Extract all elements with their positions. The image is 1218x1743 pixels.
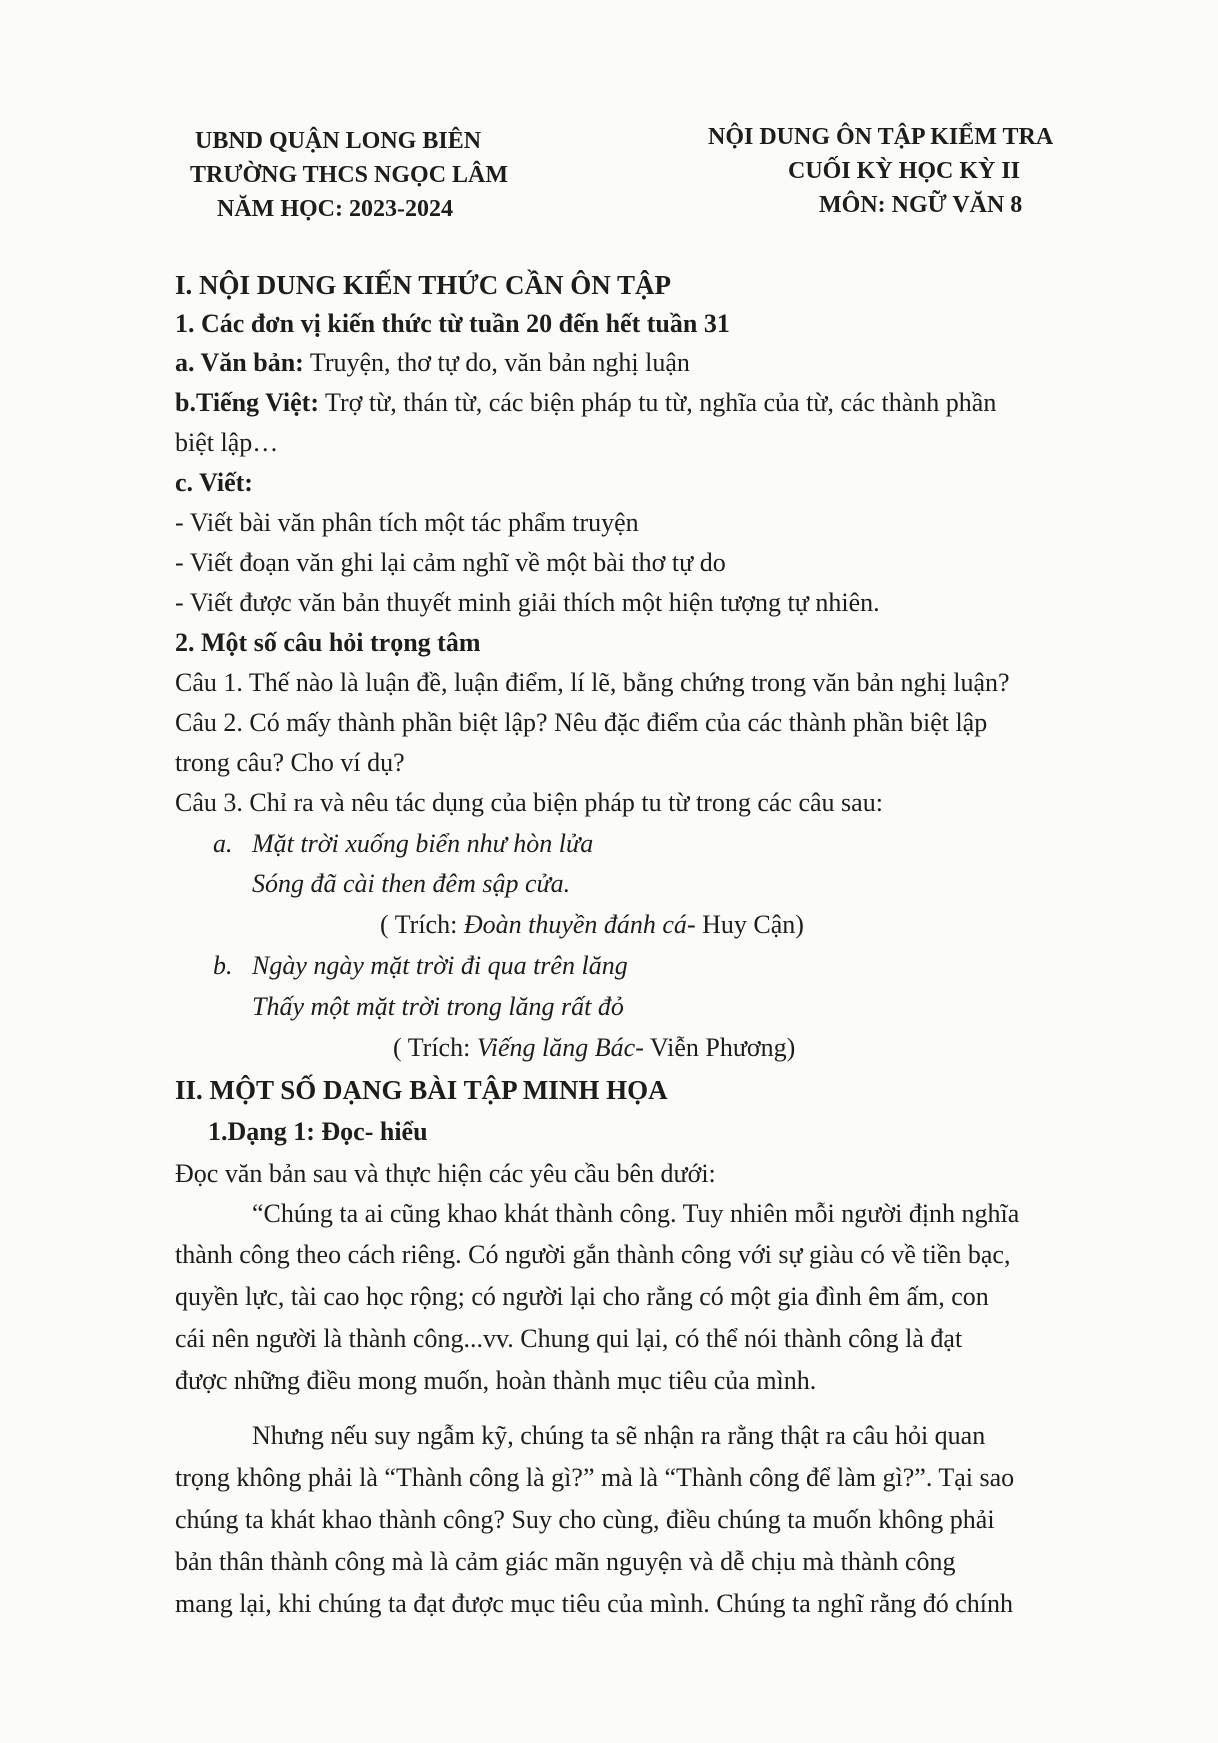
header-left xyxy=(190,124,508,226)
section1-subtitle-1: 1. Các đơn vị kiến thức từ tuần 20 đến hết tuần 31 xyxy=(175,309,730,338)
passage-p2-line-5: mang lại, khi chúng ta đạt được mục tiêu của mình. Chúng ta nghĩ rằng đó chính xyxy=(175,1589,1013,1618)
poem-a-source xyxy=(380,908,804,942)
poem-b-src-title: Viếng lăng Bác xyxy=(476,1033,636,1062)
poem-b-line-2: Thấy một mặt trời trong lăng rất đỏ xyxy=(252,992,624,1021)
item-b-label: b.Tiếng Việt: xyxy=(175,388,319,417)
item-b xyxy=(175,386,996,420)
poem-b-source xyxy=(393,1031,795,1065)
doc-subject: MÔN: NGỮ VĂN 8 xyxy=(819,192,1023,218)
question-3: Câu 3. Chỉ ra và nêu tác dụng của biện pháp tu từ trong các câu sau: xyxy=(175,788,883,817)
school-name: TRƯỜNG THCS NGỌC LÂM xyxy=(190,162,509,188)
writing-item-3: - Viết được văn bản thuyết minh giải thích một hiện tượng tự nhiên. xyxy=(175,588,880,617)
passage-p1-line-4: cái nên người là thành công...vv. Chung qui lại, có thể nói thành công là đạt xyxy=(175,1324,963,1353)
reading-intro: Đọc văn bản sau và thực hiện các yêu cầu bên dưới: xyxy=(175,1159,716,1188)
poem-a-line-1: Mặt trời xuống biển như hòn lửa xyxy=(252,829,594,858)
doc-title: NỘI DUNG ÔN TẬP KIỂM TRA xyxy=(708,124,1054,150)
question-2-cont: trong câu? Cho ví dụ? xyxy=(175,748,405,777)
item-a-text: Truyện, thơ tự do, văn bản nghị luận xyxy=(303,348,690,377)
poem-a-src-title: Đoàn thuyền đánh cá xyxy=(463,910,687,939)
question-1: Câu 1. Thế nào là luận đề, luận điểm, lí lẽ, bằng chứng trong văn bản nghị luận? xyxy=(175,668,1010,697)
question-2: Câu 2. Có mấy thành phần biệt lập? Nêu đặc điểm của các thành phần biệt lập xyxy=(175,708,988,737)
writing-item-2: - Viết đoạn văn ghi lại cảm nghĩ về một bài thơ tự do xyxy=(175,548,726,577)
item-c-label: c. Viết: xyxy=(175,468,253,497)
item-a xyxy=(175,346,690,380)
poem-b-src-prefix: ( Trích: xyxy=(393,1033,477,1062)
poem-a-src-prefix: ( Trích: xyxy=(380,910,464,939)
passage-p1-line-2: thành công theo cách riêng. Có người gắn thành công với sự giàu có về tiền bạc, xyxy=(175,1240,1011,1269)
passage-p2-line-2: trọng không phải là “Thành công là gì?” mà là “Thành công để làm gì?”. Tại sao xyxy=(175,1463,1015,1492)
section1-subtitle-2: 2. Một số câu hỏi trọng tâm xyxy=(175,628,481,657)
item-a-label: a. Văn bản: xyxy=(175,348,304,377)
passage-p2-line-1: Nhưng nếu suy ngẫm kỹ, chúng ta sẽ nhận ra rằng thật ra câu hỏi quan xyxy=(252,1421,986,1450)
poem-a-label: a. xyxy=(213,829,233,858)
item-b-cont: biệt lập… xyxy=(175,428,279,457)
school-year: NĂM HỌC: 2023-2024 xyxy=(217,196,453,222)
passage-p2-line-4: bản thân thành công mà là cảm giác mãn nguyện và dễ chịu mà thành công xyxy=(175,1547,956,1576)
section1-title: I. NỘI DUNG KIẾN THỨC CẦN ÔN TẬP xyxy=(175,270,672,300)
poem-a-line-2: Sóng đã cài then đêm sập cửa. xyxy=(252,869,571,898)
passage-p1-line-3: quyền lực, tài cao học rộng; có người lại cho rằng có một gia đình êm ấm, con xyxy=(175,1282,989,1311)
passage-p1-line-5: được những điều mong muốn, hoàn thành mục tiêu của mình. xyxy=(175,1366,817,1395)
writing-item-1: - Viết bài văn phân tích một tác phẩm truyện xyxy=(175,508,639,537)
dang1-title: 1.Dạng 1: Đọc- hiểu xyxy=(208,1117,428,1146)
poem-b-src-author: - Viễn Phương) xyxy=(635,1033,796,1062)
doc-term: CUỐI KỲ HỌC KỲ II xyxy=(788,158,1021,184)
item-b-text: Trợ từ, thán từ, các biện pháp tu từ, nghĩa của từ, các thành phần xyxy=(318,388,997,417)
district-name: UBND QUẬN LONG BIÊN xyxy=(195,128,482,154)
header-right xyxy=(708,120,1053,222)
passage-p2-line-3: chúng ta khát khao thành công? Suy cho cùng, điều chúng ta muốn không phải xyxy=(175,1505,995,1534)
poem-a-src-author: - Huy Cận) xyxy=(686,910,804,939)
poem-b-label: b. xyxy=(213,951,233,980)
passage-p1-line-1: “Chúng ta ai cũng khao khát thành công. Tuy nhiên mỗi người định nghĩa xyxy=(252,1199,1020,1228)
poem-b-line-1: Ngày ngày mặt trời đi qua trên lăng xyxy=(252,951,628,980)
section2-title: II. MỘT SỐ DẠNG BÀI TẬP MINH HỌA xyxy=(175,1075,668,1105)
